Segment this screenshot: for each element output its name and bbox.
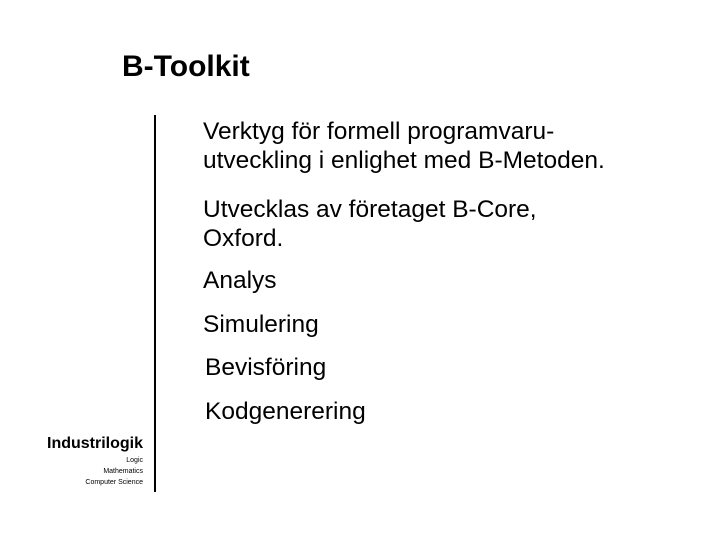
company-subtitle-line: Logic bbox=[126, 457, 143, 464]
bullet-item-line: Verktyg för formell programvaru- bbox=[203, 118, 555, 145]
bullet-item-line: Kodgenerering bbox=[205, 398, 366, 425]
vertical-divider bbox=[154, 115, 156, 492]
company-subtitle-line: Mathematics bbox=[103, 468, 143, 475]
bullet-item-analysis bbox=[203, 266, 277, 295]
bullet-item-simulation bbox=[203, 310, 319, 339]
bullet-item-code-generation bbox=[205, 397, 366, 426]
bullet-item-line: Simulering bbox=[203, 311, 319, 338]
bullet-item-proving bbox=[205, 353, 326, 382]
bullet-item-tool-description bbox=[203, 117, 605, 175]
bullet-item-line: Bevisföring bbox=[205, 354, 327, 381]
bullet-item-developer bbox=[203, 195, 537, 253]
slide-title: B-Toolkit bbox=[122, 50, 250, 83]
bullet-item-line: Oxford. bbox=[203, 225, 284, 252]
bullet-item-line: utveckling i enlighet med B-Metoden. bbox=[203, 147, 605, 174]
bullet-item-line: Utvecklas av företaget B-Core, bbox=[203, 196, 537, 223]
company-name: Industrilogik bbox=[47, 435, 143, 452]
company-subtitle-line: Computer Science bbox=[85, 479, 143, 486]
bullet-item-line: Analys bbox=[203, 267, 277, 294]
company-logo bbox=[40, 433, 143, 488]
